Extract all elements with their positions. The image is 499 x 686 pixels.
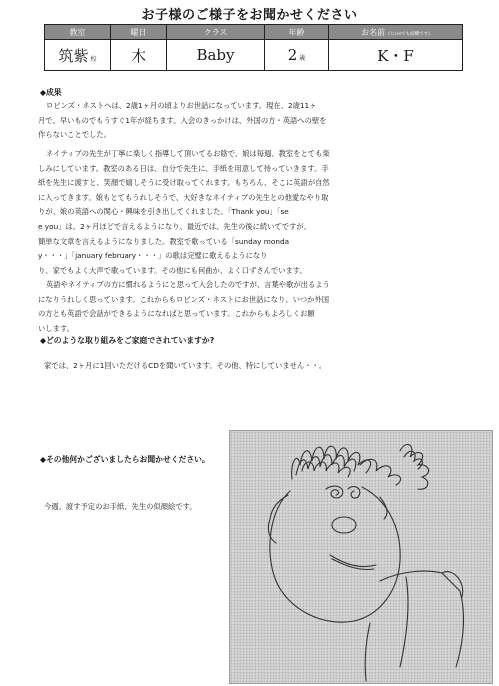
growth-paragraph-3: 英語やネイティブの方に慣れるようにと思って入会したのですが、言葉や歌が出るよう になりうれしく思っています。これからもロビンズ・ネストにお世話になり、いつか外国 の方とも英語で会話ができるようになればと思っています。これからもよろしくお願 いします。: [38, 280, 330, 333]
header-name-label: お名前: [361, 27, 386, 37]
page-title: お子様のご様子をお聞かせください: [141, 8, 358, 23]
info-value-row: [45, 40, 463, 71]
header-name-note: (ｲﾆｼｬﾙでも結構です): [388, 31, 430, 37]
value-class: Baby: [196, 46, 235, 64]
value-classroom: 筑紫: [58, 46, 89, 65]
info-header-row: [45, 25, 463, 40]
header-name: [329, 25, 463, 40]
growth-heading: ◆成果: [40, 88, 62, 97]
growth-paragraph-1: ロビンズ・ネストへは、2歳1ヶ月の頃よりお世話になっています。現在、2歳11ヶ 月で、早いものでもうすぐ1年が経ちます。入会のきっかけは、外国の方・英語への壁を 作らないことでした。: [38, 101, 327, 140]
child-drawing: [229, 430, 493, 684]
header-age: 年齢: [265, 25, 329, 40]
other-heading: ◆その他何かございましたらお聞かせください。: [40, 455, 210, 464]
home-heading: ◆どのような取り組みをご家庭でされていますか?: [40, 336, 215, 345]
value-age-suffix: 歳: [299, 55, 306, 62]
home-answer: 家では、2ヶ月に1回いただけるCDを聞いています。その他、特にしていません・・。: [44, 361, 327, 370]
header-weekday: 曜日: [111, 25, 167, 40]
value-name-cell: [329, 40, 463, 71]
value-name: K・F: [377, 46, 414, 65]
value-weekday: 木: [130, 46, 146, 65]
value-class-cell: [167, 40, 265, 71]
growth-paragraph-2: ネイティブの先生が丁寧に楽しく指導して頂いてるお陰で、娘は毎週、教室をとても楽 しみにしています。教室のある日は、自分で先生に、手紙を用意して待っていきます。手 紙を先生に渡すと、笑顔で嬉しそうに受け取ってくれます。もちろん、そこに英語が自然 に入ってきます。娘もとてもうれしそうで、大好きなネイティブの先生との他愛なやり取 りが、娘の英語への関心・興味を引き出してくれました。「Thank you」「se e you」は、2ヶ月ほどで言えるようになり、最近では、先生の後に続いてですが、 簡単な文章を言えるようになりました。教室で歌っている「sunday monda y・・・」「january february・・・」の歌は完璧に歌えるようになり り、家でもよく大声で歌っています。その他にも何曲か、よく口ずさんでいます。: [38, 149, 330, 275]
value-age-cell: [265, 40, 329, 71]
header-class: クラス: [167, 25, 265, 40]
value-classroom-cell: [45, 40, 111, 71]
value-weekday-cell: [111, 40, 167, 71]
info-table: [44, 24, 463, 71]
teacher-portrait-drawing: [230, 431, 492, 683]
header-classroom: 教室: [45, 25, 111, 40]
value-classroom-suffix: 校: [90, 55, 97, 63]
value-age: 2: [287, 46, 298, 64]
other-answer: 今週、渡す予定のお手紙、先生の似顔絵です。: [44, 502, 197, 511]
